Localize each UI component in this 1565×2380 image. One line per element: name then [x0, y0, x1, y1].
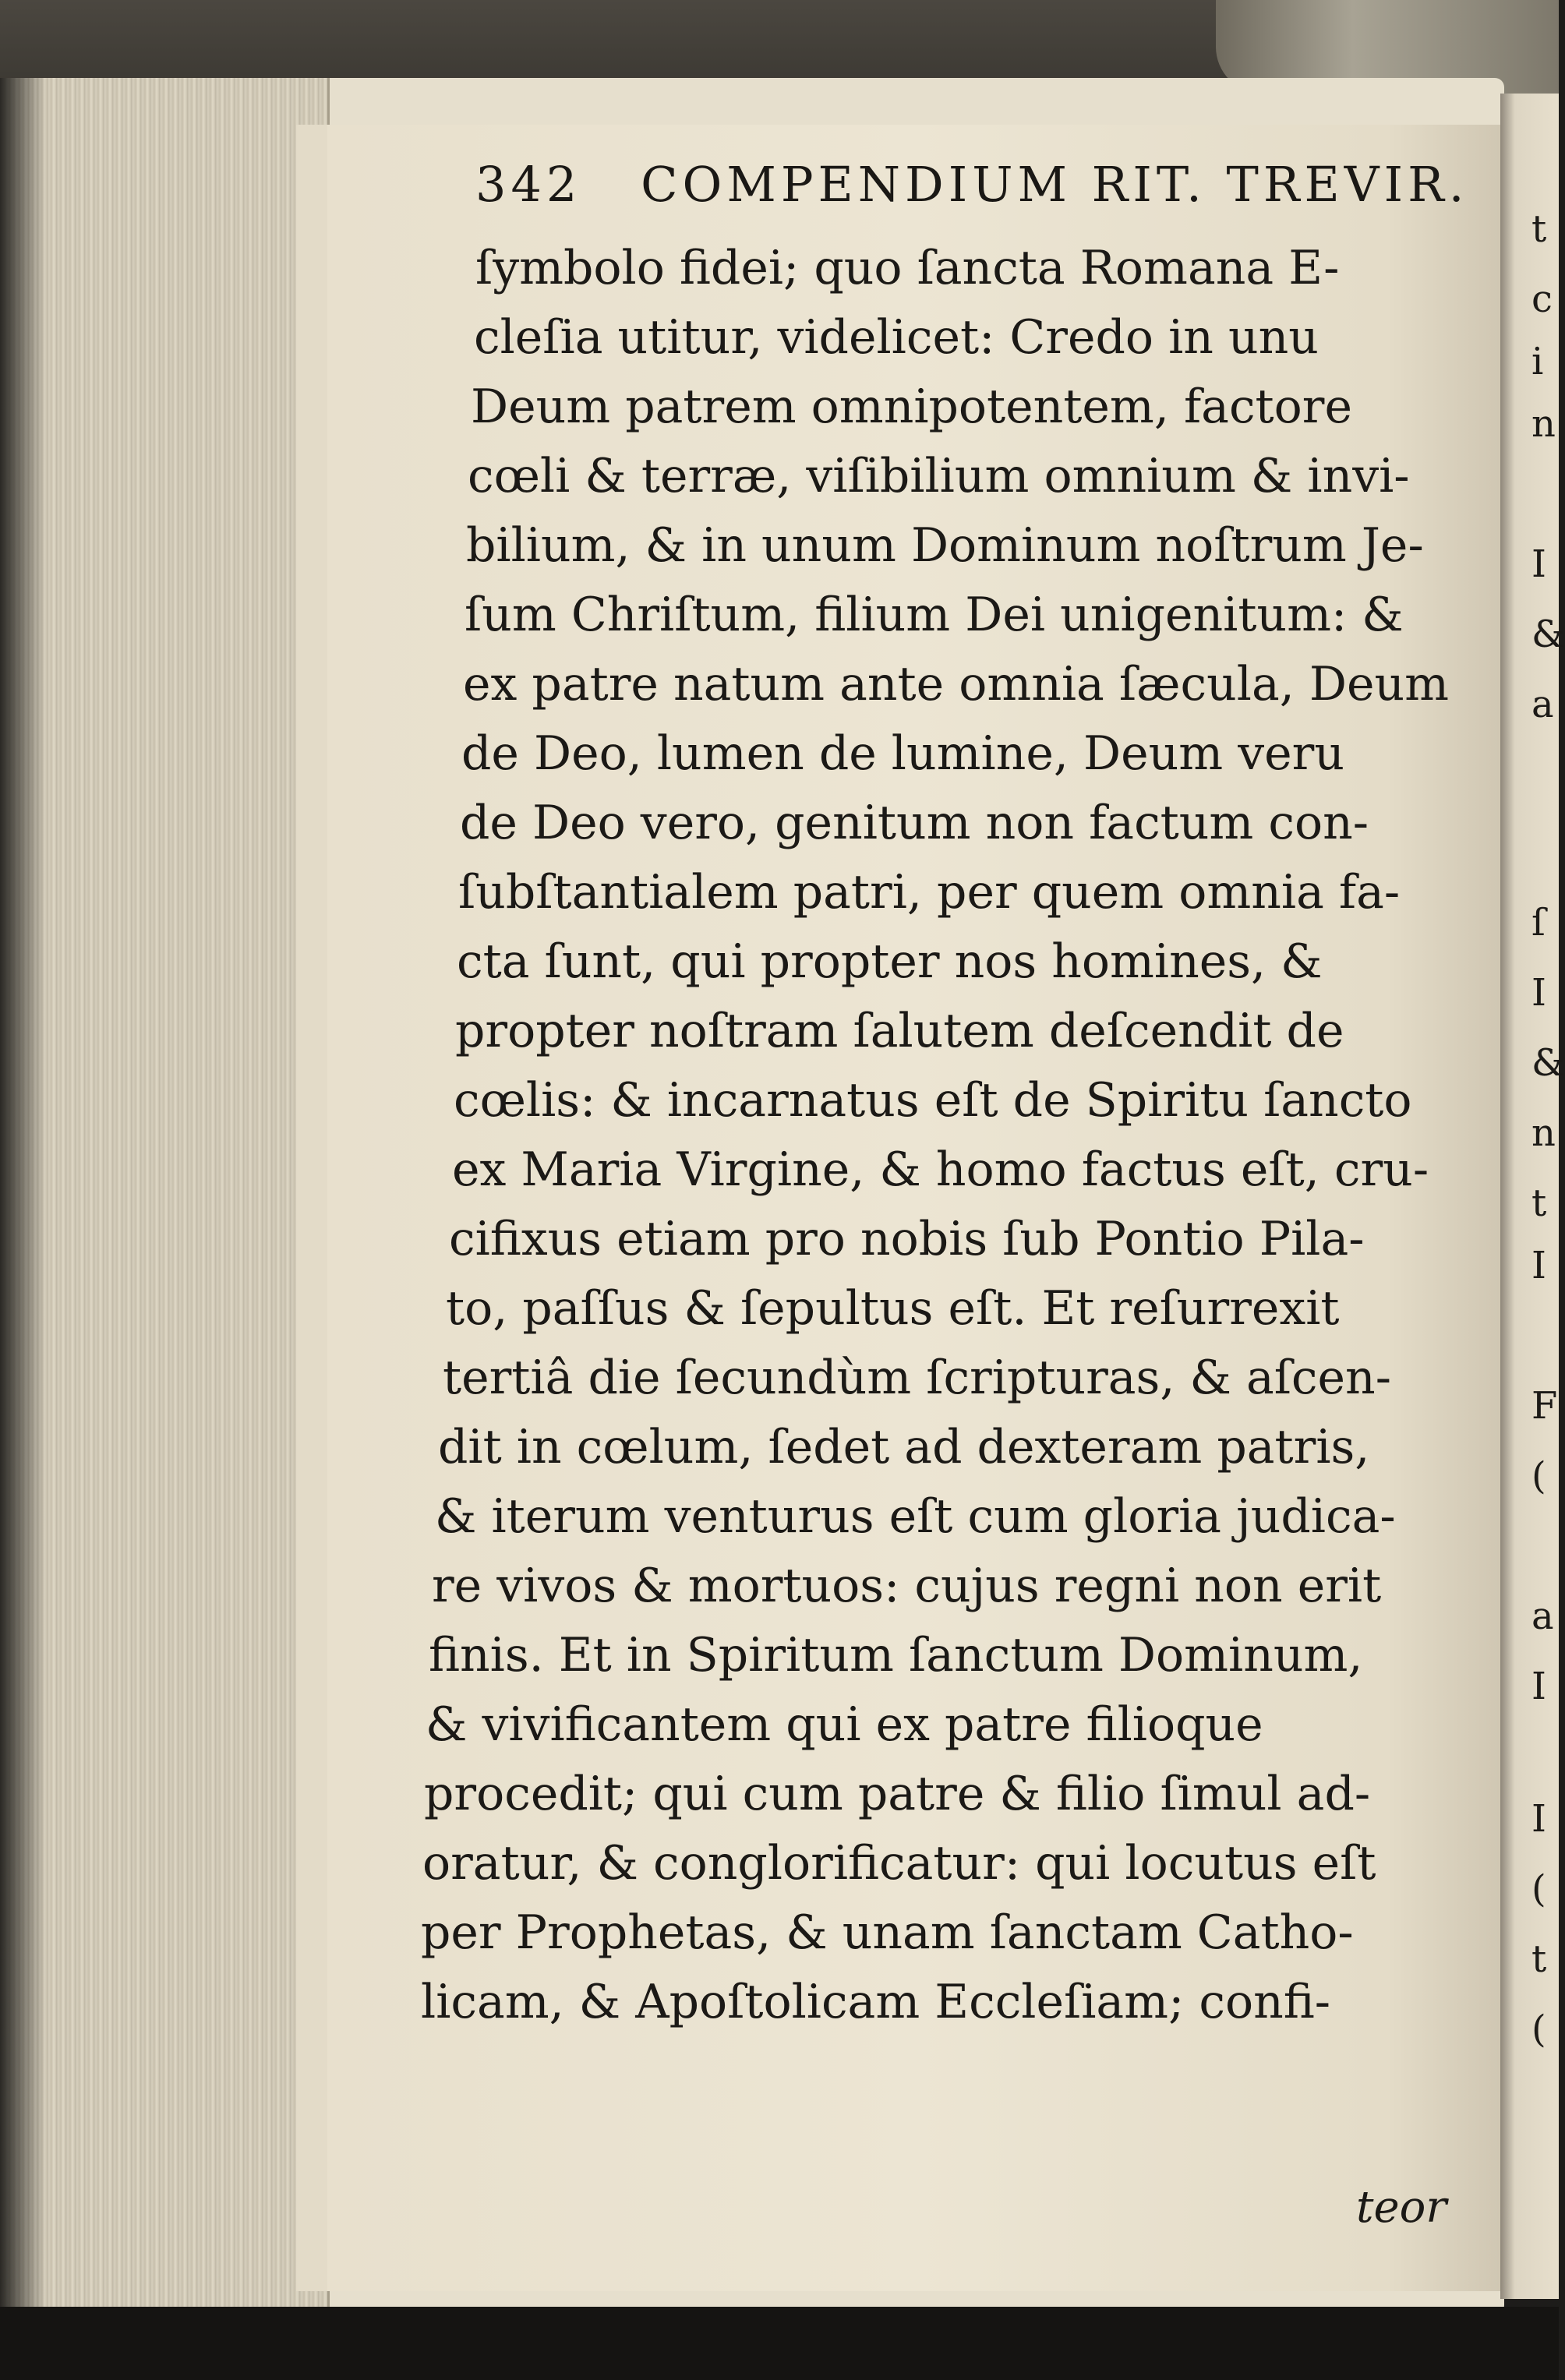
text-line: dit in cœlum, ſedet ad dexteram patris,	[438, 1420, 1370, 1474]
text-line: de Deo, lumen de lumine, Deum veru	[461, 726, 1344, 781]
adjacent-glyph: t	[1531, 1937, 1547, 1981]
edge-shadow	[0, 78, 47, 2315]
page-edges	[0, 78, 330, 2315]
adjacent-glyph: (	[1531, 1867, 1546, 1911]
adjacent-glyph: i	[1531, 340, 1544, 383]
adjacent-glyph: a	[1531, 683, 1554, 726]
adjacent-glyph: c	[1531, 277, 1553, 321]
text-line: per Prophetas, & unam ſanctam Catho-	[421, 1905, 1354, 1960]
text-line: licam, & Apoſtolicam Eccleſiam; confi-	[421, 1975, 1331, 2029]
text-line: & iterum venturus eſt cum gloria judica-	[435, 1489, 1396, 1544]
text-line: ſubſtantialem patri, per quem omnia fa-	[458, 865, 1401, 920]
adjacent-glyph: (	[1531, 1454, 1546, 1498]
text-line: propter noſtram ſalutem deſcendit de	[455, 1004, 1344, 1058]
text-line: tertiâ die ſecundùm ſcripturas, & aſcen-	[443, 1351, 1391, 1405]
adjacent-page-edge	[1500, 94, 1565, 2299]
text-line: ex patre natum ante omnia ſæcula, Deum	[463, 657, 1450, 712]
running-header	[475, 156, 1489, 242]
text-line: Deum patrem omnipotentem, factore	[471, 380, 1352, 434]
text-line: cifixus etiam pro nobis ſub Pontio Pila-	[449, 1212, 1365, 1266]
text-line: finis. Et in Spiritum ſanctum Dominum,	[429, 1628, 1363, 1683]
background-surface	[0, 2307, 1559, 2380]
adjacent-glyph: I	[1531, 1244, 1546, 1287]
text-line: to, paſſus & ſepultus eſt. Et reſurrexit	[446, 1281, 1340, 1336]
text-line: ſum Chriſtum, filium Dei unigenitum: &	[465, 588, 1404, 642]
adjacent-glyph: a	[1531, 1594, 1554, 1638]
text-line: ſymbolo fidei; quo ſancta Romana E-	[475, 241, 1340, 295]
text-line: ex Maria Virgine, & homo factus eſt, cru-	[452, 1142, 1429, 1197]
page-body-text	[421, 234, 1489, 2037]
text-line: procedit; qui cum patre & filio ſimul ad-	[424, 1767, 1371, 1821]
adjacent-glyph: I	[1531, 542, 1546, 586]
text-line: cleſia utitur, videlicet: Credo in unu	[474, 310, 1319, 365]
text-line: re vivos & mortuos: cujus regni non erit	[432, 1559, 1382, 1613]
catchword: teor	[1356, 2182, 1447, 2233]
text-line: & vivificantem qui ex patre filioque	[426, 1697, 1263, 1752]
text-line: cœli & terræ, viſibilium omnium & invi-	[468, 449, 1410, 503]
adjacent-glyph: &	[1531, 1041, 1565, 1085]
text-line: oratur, & conglorificatur: qui locutus eſt	[422, 1836, 1376, 1891]
adjacent-glyph: (	[1531, 2007, 1546, 2051]
adjacent-glyph: I	[1531, 971, 1546, 1015]
adjacent-glyph: I	[1531, 1797, 1546, 1841]
running-head-title: COMPENDIUM RIT. TREVIR.	[641, 156, 1469, 213]
adjacent-glyph: n	[1531, 1111, 1556, 1155]
adjacent-glyph: n	[1531, 402, 1556, 446]
text-line: cœlis: & incarnatus eſt de Spiritu ſancto	[454, 1073, 1412, 1128]
text-line: cta ſunt, qui propter nos homines, &	[457, 934, 1323, 989]
adjacent-glyph: &	[1531, 613, 1565, 656]
page-number: 342	[475, 156, 582, 213]
adjacent-glyph: F	[1531, 1384, 1558, 1428]
text-line: de Deo vero, genitum non factum con-	[460, 796, 1369, 850]
adjacent-glyph: t	[1531, 1181, 1547, 1225]
adjacent-glyph: I	[1531, 1665, 1546, 1708]
adjacent-glyph: t	[1531, 207, 1547, 251]
adjacent-glyph: ſ	[1531, 901, 1546, 945]
text-line: bilium, & in unum Dominum noſtrum Je-	[466, 518, 1424, 573]
